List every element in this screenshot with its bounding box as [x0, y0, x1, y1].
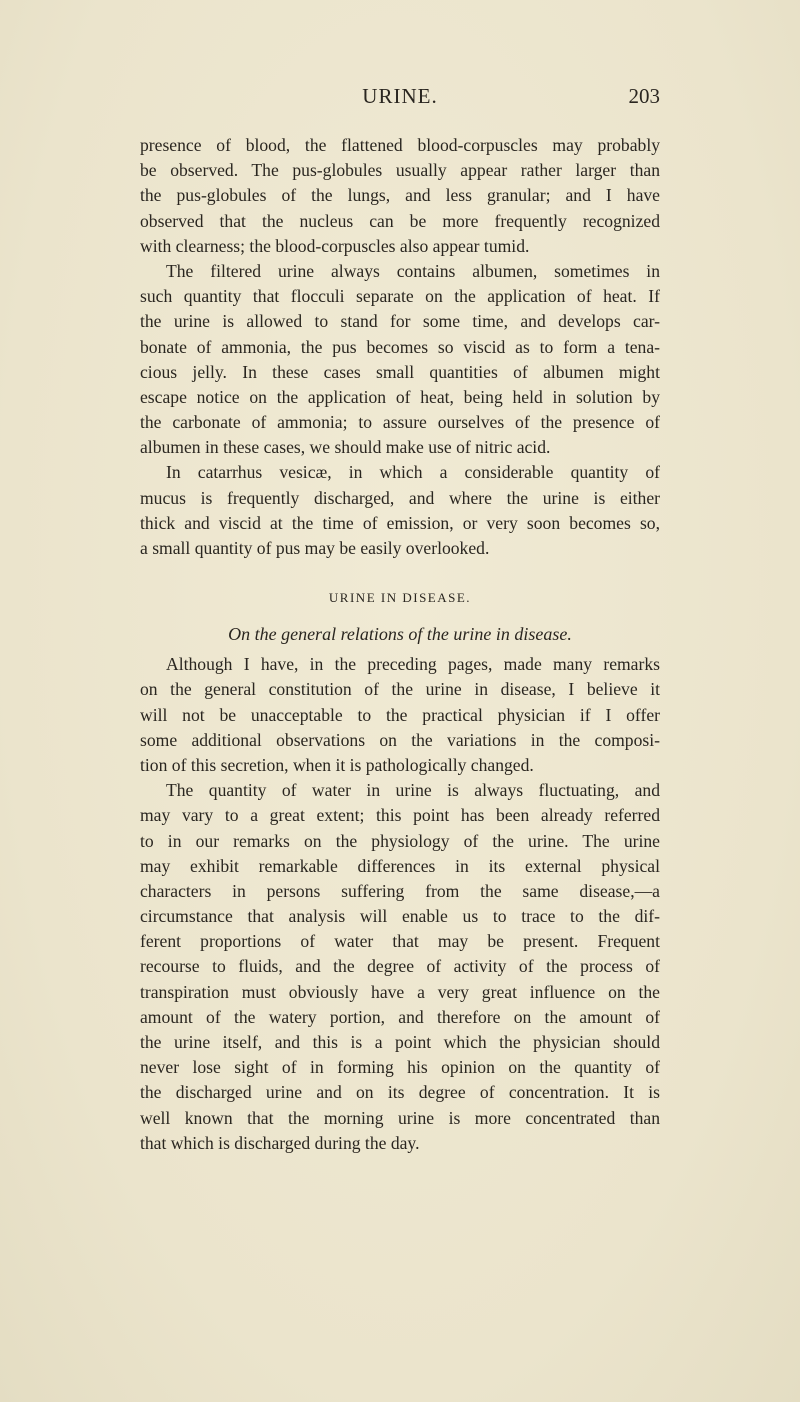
text-line: Although I have, in the preceding pages, made many remarks [166, 654, 660, 675]
text-line: amount of the watery portion, and therefore on the amount of [140, 1006, 660, 1027]
text-line: the carbonate of ammonia; to assure ourselves of the presence of [140, 412, 660, 433]
text-line: never lose sight of in forming his opinion on the quantity of [140, 1057, 660, 1078]
subheading: On the general relations of the urine in disease. [228, 624, 572, 645]
text-line: ferent proportions of water that may be present. Frequent [140, 931, 660, 952]
text-line: In catarrhus vesicæ, in which a considerable quantity of [166, 462, 660, 483]
text-line: bonate of ammonia, the pus becomes so viscid as to form a tena- [140, 336, 660, 357]
text-line: some additional observations on the variations in the composi- [140, 729, 660, 750]
text-line: with clearness; the blood-corpuscles also appear tumid. [140, 235, 530, 256]
text-line: The quantity of water in urine is always fluctuating, and [166, 780, 660, 801]
text-line: that which is discharged during the day. [140, 1132, 420, 1153]
body-text [140, 133, 660, 1156]
section-heading: URINE IN DISEASE. [328, 590, 472, 606]
text-line: escape notice on the application of heat, being held in solution by [140, 386, 660, 407]
text-line: cious jelly. In these cases small quantities of albumen might [140, 361, 660, 382]
running-title: URINE. [362, 84, 438, 108]
text-line: tion of this secretion, when it is pathologically changed. [140, 754, 534, 775]
text-line: the pus-globules of the lungs, and less granular; and I have [140, 185, 660, 206]
text-line: The filtered urine always contains albumen, sometimes in [166, 260, 660, 281]
text-line: albumen in these cases, we should make use of nitric acid. [140, 437, 551, 458]
text-line: mucus is frequently discharged, and where the urine is either [140, 487, 660, 508]
text-line: transpiration must obviously have a very great influence on the [140, 981, 660, 1002]
text-line: may exhibit remarkable differences in its external physical [140, 855, 660, 876]
text-line: presence of blood, the flattened blood-corpuscles may probably [140, 135, 660, 155]
text-line: observed that the nucleus can be more frequently recognized [140, 210, 660, 231]
text-line: the urine is allowed to stand for some time, and develops car- [140, 311, 660, 332]
text-line: such quantity that flocculi separate on the application of heat. If [140, 286, 660, 307]
text-line: recourse to fluids, and the degree of activity of the process of [140, 956, 660, 977]
text-line: may vary to a great extent; this point has been already referred [140, 805, 660, 826]
text-line: the urine itself, and this is a point which the physician should [140, 1032, 660, 1052]
text-line: circumstance that analysis will enable us to trace to the dif- [140, 906, 660, 927]
text-line: thick and viscid at the time of emission, or very soon becomes so, [140, 512, 660, 533]
running-head [140, 84, 660, 118]
text-line: to in our remarks on the physiology of the urine. The urine [140, 830, 660, 851]
text-line: will not be unacceptable to the practical physician if I offer [140, 704, 660, 725]
page-number: 203 [628, 84, 660, 108]
text-line: characters in persons suffering from the same disease,—a [140, 880, 660, 901]
text-line: on the general constitution of the urine in disease, I believe it [140, 679, 660, 700]
text-line: the discharged urine and on its degree of concentration. It is [140, 1082, 660, 1103]
text-line: a small quantity of pus may be easily overlooked. [140, 538, 490, 558]
text-line: be observed. The pus-globules usually appear rather larger than [140, 160, 660, 181]
text-line: well known that the morning urine is more concentrated than [140, 1107, 660, 1128]
